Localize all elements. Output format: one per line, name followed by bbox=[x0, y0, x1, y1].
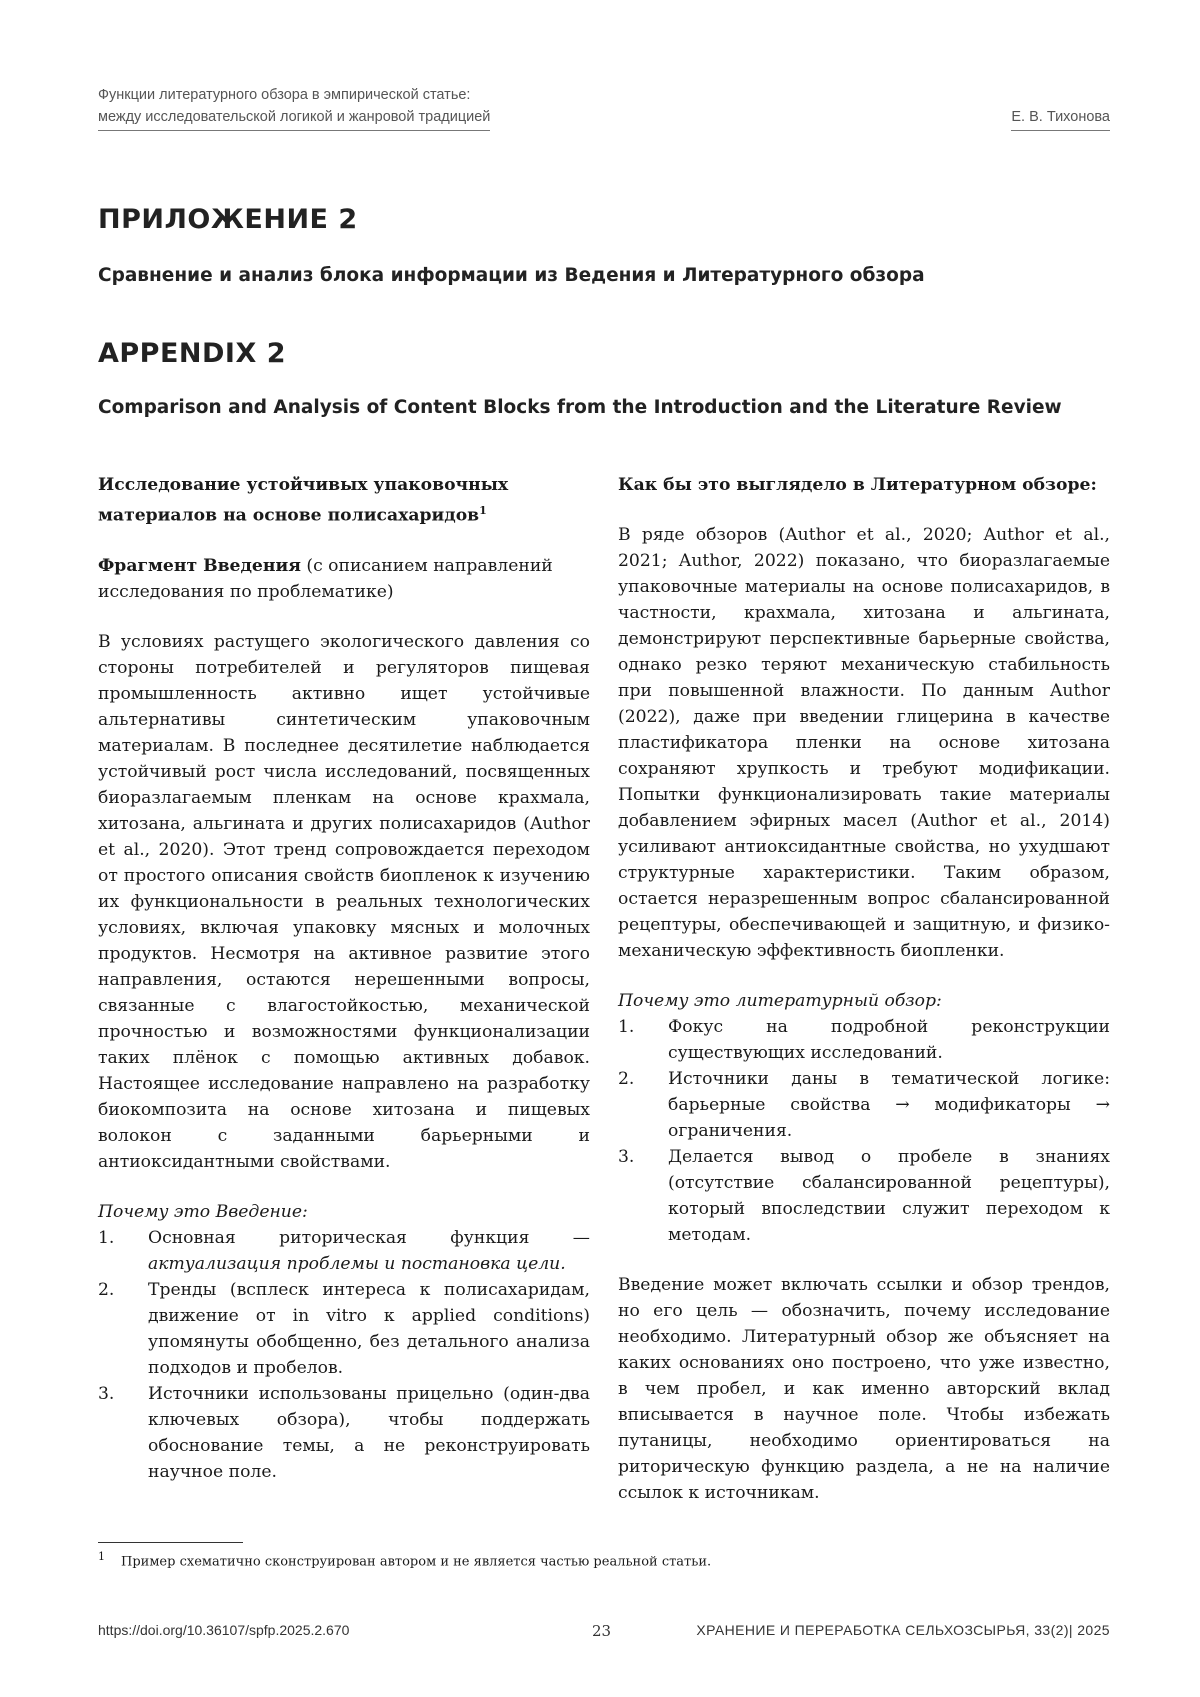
page-number: 23 bbox=[592, 1622, 611, 1640]
appendix-subtitle-ru: Сравнение и анализ блока информации из Ведения и Литературного обзора bbox=[98, 265, 925, 286]
item-text-italic: актуализация проблемы и постановка цели. bbox=[148, 1254, 566, 1274]
footnote-divider bbox=[98, 1542, 243, 1543]
item-number: 1. bbox=[98, 1225, 148, 1277]
running-title-line1: Функции литературного обзора в эмпирической статье: bbox=[98, 84, 490, 106]
item-number: 2. bbox=[618, 1066, 668, 1144]
right-heading: Как бы это выглядело в Литературном обзоре: bbox=[618, 472, 1110, 498]
left-heading-text: Исследование устойчивых упаковочных материалов на основе полисахаридов bbox=[98, 475, 508, 526]
running-author bbox=[1011, 106, 1110, 131]
item-text: Источники использованы прицельно (один-два ключевых обзора), чтобы поддержать обоснование темы, а не реконструировать научное поле. bbox=[148, 1381, 590, 1485]
why-review-list bbox=[618, 1014, 1110, 1248]
appendix-subtitle-en: Comparison and Analysis of Content Blocks from the Introduction and the Literature Review bbox=[98, 397, 1062, 418]
item-text: Тренды (всплеск интереса к полисахаридам, движение от in vitro к applied conditions) упомянуты обобщенно, без детального анализа подходов и пробелов. bbox=[148, 1277, 590, 1381]
fragment-label bbox=[98, 553, 590, 605]
list-item bbox=[618, 1014, 1110, 1066]
right-column bbox=[618, 472, 1110, 1530]
item-text: Фокус на подробной реконструкции существующих исследований. bbox=[668, 1014, 1110, 1066]
item-number: 1. bbox=[618, 1014, 668, 1066]
literature-review-fragment: В ряде обзоров (Author et al., 2020; Author et al., 2021; Author, 2022) показано, что биоразлагаемые упаковочные материалы на основе полисахаридов, в частности, крахмала, хитозана и альгината, демонстрируют перспективные барьерные свойства, однако резко теряют механическую стабильность при повышенной влажности. По данным Author (2022), даже при введении глицерина в качестве пластификатора пленки на основе хитозана сохраняют хрупкость и требуют модификации. Попытки функционализировать такие материалы добавлением эфирных масел (Author et al., 2014) усиливают антиоксидантные свойства, но ухудшают структурные характеристики. Таким образом, остается неразрешенным вопрос сбалансированной рецептуры, обеспечивающей и защитную, и физико-механическую эффективность биопленки. bbox=[618, 522, 1110, 964]
why-intro-list bbox=[98, 1225, 590, 1485]
footnote-ref[interactable]: 1 bbox=[479, 504, 487, 517]
item-number: 3. bbox=[98, 1381, 148, 1485]
why-intro-label: Почему это Введение: bbox=[98, 1199, 590, 1225]
appendix-title-en: APPENDIX 2 bbox=[98, 338, 286, 369]
document-page bbox=[0, 0, 1200, 1697]
appendix-title-ru: ПРИЛОЖЕНИЕ 2 bbox=[98, 204, 358, 235]
list-item bbox=[98, 1225, 590, 1277]
journal-name: ХРАНЕНИЕ И ПЕРЕРАБОТКА СЕЛЬХОЗСЫРЬЯ, 33(2)| 2025 bbox=[696, 1622, 1110, 1638]
introduction-fragment: В условиях растущего экологического давления со стороны потребителей и регуляторов пищевая промышленность активно ищет устойчивые альтернативы синтетическим упаковочным материалам. В последнее десятилетие наблюдается устойчивый рост числа исследований, посвященных биоразлагаемым пленкам на основе крахмала, хитозана, альгината и других полисахаридов (Author et al., 2020). Этот тренд сопровождается переходом от простого описания свойств биопленок к изучению их функциональности в реальных технологических условиях, включая упаковку мясных и молочных продуктов. Несмотря на активное развитие этого направления, остаются нерешенными вопросы, связанные с влагостойкостью, механической прочностью и возможностями функционализации таких плёнок с помощью активных добавок. Настоящее исследование направлено на разработку биокомпозита на основе хитозана и пищевых волокон с заданными барьерными и антиоксидантными свойствами. bbox=[98, 629, 590, 1175]
conclusion-paragraph: Введение может включать ссылки и обзор трендов, но его цель — обозначить, почему исследование необходимо. Литературный обзор же объясняет на каких основаниях оно построено, что уже известно, в чем пробел, и как именно авторский вклад вписывается в научное поле. Чтобы избежать путаницы, необходимо ориентироваться на риторическую функцию раздела, а не на наличие ссылок к источникам. bbox=[618, 1272, 1110, 1506]
item-text: Делается вывод о пробеле в знаниях (отсутствие сбалансированной рецептуры), который впоследствии служит переходом к методам. bbox=[668, 1144, 1110, 1248]
item-number: 3. bbox=[618, 1144, 668, 1248]
running-title bbox=[98, 84, 490, 131]
why-review-label: Почему это литературный обзор: bbox=[618, 988, 1110, 1014]
doi-link[interactable]: https://doi.org/10.36107/spfp.2025.2.670 bbox=[98, 1622, 349, 1638]
running-title-line2: между исследовательской логикой и жанровой традицией bbox=[98, 106, 490, 131]
fragment-label-rest: (с описанием направлений исследования по проблематике) bbox=[98, 556, 553, 602]
fragment-label-bold: Фрагмент Введения bbox=[98, 556, 301, 576]
footnote-text: Пример схематично сконструирован автором и не является частью реальной статьи. bbox=[121, 1554, 711, 1569]
left-column bbox=[98, 472, 590, 1509]
list-item bbox=[618, 1066, 1110, 1144]
list-item bbox=[98, 1381, 590, 1485]
footnote-mark: 1 bbox=[98, 1550, 105, 1563]
item-text-plain: Основная риторическая функция — bbox=[148, 1228, 590, 1248]
left-heading bbox=[98, 472, 590, 529]
list-item bbox=[98, 1277, 590, 1381]
list-item bbox=[618, 1144, 1110, 1248]
item-text bbox=[148, 1225, 590, 1277]
footnote bbox=[98, 1550, 711, 1569]
author-name: Е. В. Тихонова bbox=[1011, 106, 1110, 131]
item-number: 2. bbox=[98, 1277, 148, 1381]
item-text: Источники даны в тематической логике: барьерные свойства → модификаторы → ограничения. bbox=[668, 1066, 1110, 1144]
